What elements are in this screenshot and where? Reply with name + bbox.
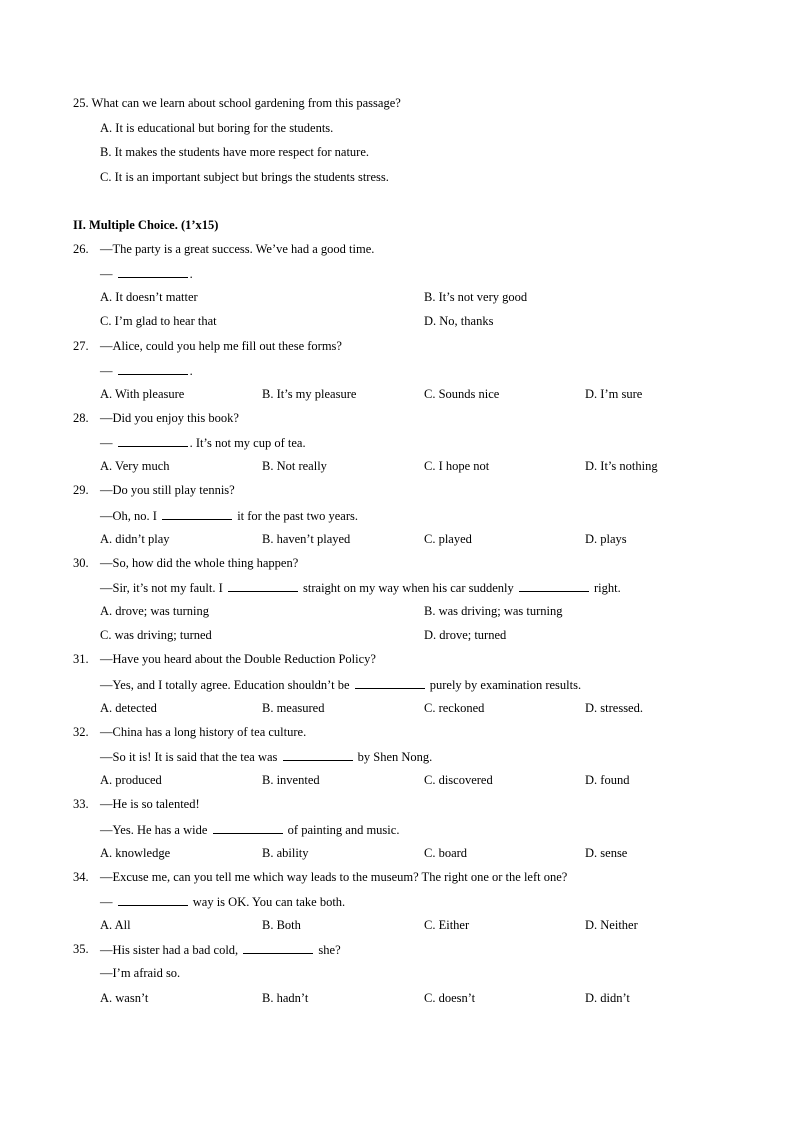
question-32-line1: —China has a long history of tea culture. xyxy=(100,725,307,739)
line2-suffix: way is OK. You can take both. xyxy=(192,895,346,909)
line2-prefix: — xyxy=(100,267,113,281)
question-26-option-a: A. It doesn’t matter xyxy=(100,290,198,304)
line2-suffix: by Shen Nong. xyxy=(357,750,433,764)
question-26-option-b: B. It’s not very good xyxy=(424,290,528,304)
question-27-option-b: B. It’s my pleasure xyxy=(262,387,357,401)
answer-blank xyxy=(228,580,298,592)
question-35-line1 xyxy=(100,942,341,958)
question-30-number: 30. xyxy=(73,556,89,570)
line2-suffix: . xyxy=(189,364,193,378)
question-30-option-c: C. was driving; turned xyxy=(100,628,212,642)
question-34-option-d: D. Neither xyxy=(585,918,638,932)
question-32-number: 32. xyxy=(73,725,89,739)
question-28-option-d: D. It’s nothing xyxy=(585,459,658,473)
question-30-line2 xyxy=(100,580,621,596)
question-35-line2: —I’m afraid so. xyxy=(100,966,181,980)
question-31-line1: —Have you heard about the Double Reduction Policy? xyxy=(100,652,376,666)
line2-prefix: — xyxy=(100,895,113,909)
line2-suffix: right. xyxy=(594,581,621,595)
question-34-option-b: B. Both xyxy=(262,918,301,932)
line2-prefix: —Sir, it’s not my fault. I xyxy=(100,581,223,595)
question-28-option-b: B. Not really xyxy=(262,459,327,473)
question-28-option-c: C. I hope not xyxy=(424,459,490,473)
line1-suffix: she? xyxy=(318,943,341,957)
answer-blank xyxy=(213,822,283,834)
question-25-option-c: C. It is an important subject but brings the students stress. xyxy=(100,170,389,184)
question-25-option-a: A. It is educational but boring for the students. xyxy=(100,121,334,135)
answer-blank xyxy=(118,435,188,447)
answer-blank xyxy=(519,580,589,592)
question-27-option-d: D. I’m sure xyxy=(585,387,643,401)
question-28-line2 xyxy=(100,435,306,451)
question-27-option-c: C. Sounds nice xyxy=(424,387,500,401)
question-31-option-a: A. detected xyxy=(100,701,157,715)
question-28-number: 28. xyxy=(73,411,89,425)
answer-blank xyxy=(355,677,425,689)
line2-suffix: it for the past two years. xyxy=(237,509,359,523)
line2-suffix: . It’s not my cup of tea. xyxy=(189,436,306,450)
question-34-option-c: C. Either xyxy=(424,918,470,932)
question-31-number: 31. xyxy=(73,652,89,666)
question-34-line2 xyxy=(100,894,345,910)
question-35-option-a: A. wasn’t xyxy=(100,991,149,1005)
question-25-stem: 25. What can we learn about school gardening from this passage? xyxy=(73,96,401,110)
question-30-line1: —So, how did the whole thing happen? xyxy=(100,556,299,570)
question-26-line2 xyxy=(100,266,193,282)
line1-text: —His sister had a bad cold, xyxy=(100,943,239,957)
question-29-option-a: A. didn’t play xyxy=(100,532,170,546)
question-31-line2 xyxy=(100,677,581,693)
question-26-line1: —The party is a great success. We’ve had a good time. xyxy=(100,242,375,256)
question-29-line2 xyxy=(100,508,358,524)
question-26-option-d: D. No, thanks xyxy=(424,314,494,328)
answer-blank xyxy=(118,363,188,375)
line2-middle: straight on my way when his car suddenly xyxy=(303,581,514,595)
answer-blank xyxy=(118,266,188,278)
line2-prefix: — xyxy=(100,364,113,378)
question-29-option-b: B. haven’t played xyxy=(262,532,351,546)
answer-blank xyxy=(243,942,313,954)
section-title: II. Multiple Choice. (1’x15) xyxy=(73,218,219,232)
answer-blank xyxy=(162,508,232,520)
question-27-line1: —Alice, could you help me fill out these forms? xyxy=(100,339,342,353)
answer-blank xyxy=(283,749,353,761)
question-28-option-a: A. Very much xyxy=(100,459,170,473)
question-27-option-a: A. With pleasure xyxy=(100,387,185,401)
question-31-option-c: C. reckoned xyxy=(424,701,485,715)
question-33-option-b: B. ability xyxy=(262,846,309,860)
answer-blank xyxy=(118,894,188,906)
question-31-option-b: B. measured xyxy=(262,701,325,715)
question-35-option-d: D. didn’t xyxy=(585,991,630,1005)
line2-prefix: —Oh, no. I xyxy=(100,509,157,523)
question-35-number: 35. xyxy=(73,942,89,956)
question-32-line2 xyxy=(100,749,432,765)
question-30-option-a: A. drove; was turning xyxy=(100,604,210,618)
question-29-option-d: D. plays xyxy=(585,532,627,546)
line2-prefix: —Yes, and I totally agree. Education shouldn’t be xyxy=(100,678,350,692)
line2-suffix: of painting and music. xyxy=(287,823,400,837)
line2-prefix: — xyxy=(100,436,113,450)
question-31-option-d: D. stressed. xyxy=(585,701,643,715)
question-30-option-d: D. drove; turned xyxy=(424,628,507,642)
line2-suffix: . xyxy=(189,267,193,281)
question-33-option-c: C. board xyxy=(424,846,468,860)
question-32-option-c: C. discovered xyxy=(424,773,493,787)
question-29-line1: —Do you still play tennis? xyxy=(100,483,235,497)
question-26-number: 26. xyxy=(73,242,89,256)
line2-prefix: —Yes. He has a wide xyxy=(100,823,208,837)
question-33-number: 33. xyxy=(73,797,89,811)
question-27-number: 27. xyxy=(73,339,89,353)
line2-suffix: purely by examination results. xyxy=(429,678,582,692)
question-33-line1: —He is so talented! xyxy=(100,797,200,811)
question-29-number: 29. xyxy=(73,483,89,497)
question-34-number: 34. xyxy=(73,870,89,884)
line2-prefix: —So it is! It is said that the tea was xyxy=(100,750,278,764)
question-32-option-b: B. invented xyxy=(262,773,320,787)
question-35-option-b: B. hadn’t xyxy=(262,991,309,1005)
question-30-option-b: B. was driving; was turning xyxy=(424,604,563,618)
question-33-line2 xyxy=(100,822,399,838)
question-29-option-c: C. played xyxy=(424,532,472,546)
question-32-option-d: D. found xyxy=(585,773,630,787)
question-26-option-c: C. I’m glad to hear that xyxy=(100,314,217,328)
question-35-option-c: C. doesn’t xyxy=(424,991,476,1005)
question-33-option-d: D. sense xyxy=(585,846,628,860)
question-32-option-a: A. produced xyxy=(100,773,162,787)
question-34-option-a: A. All xyxy=(100,918,131,932)
question-34-line1: —Excuse me, can you tell me which way leads to the museum? The right one or the left one? xyxy=(100,870,568,884)
question-27-line2 xyxy=(100,363,193,379)
question-25-option-b: B. It makes the students have more respect for nature. xyxy=(100,145,370,159)
question-33-option-a: A. knowledge xyxy=(100,846,171,860)
question-28-line1: —Did you enjoy this book? xyxy=(100,411,239,425)
